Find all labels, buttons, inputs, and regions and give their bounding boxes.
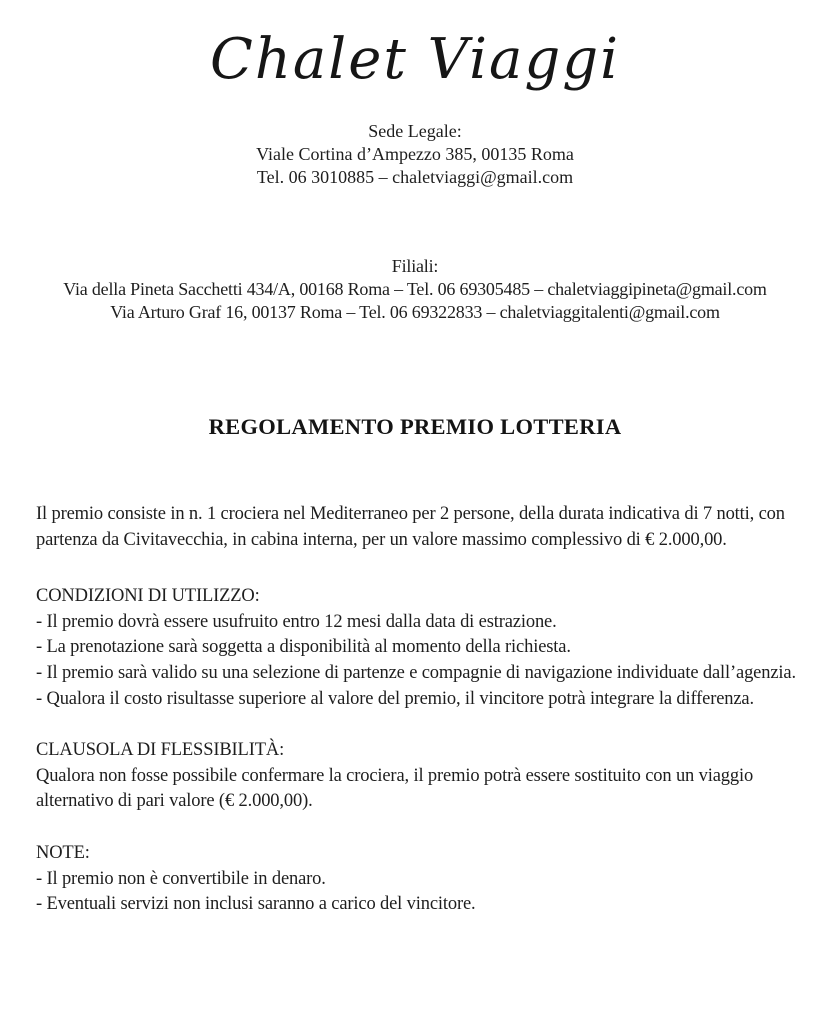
clausola-body: Qualora non fosse possibile confermare la crociera, il premio potrà essere sostituito con un viaggio alternativo di pari valore (€ 2.000,00). [36,765,754,812]
sede-legale-address: Viale Cortina d’Ampezzo 385, 00135 Roma [256,144,574,164]
condizioni-item-1: - Il premio dovrà essere usufruito entro 12 mesi dalla data di estrazione. [36,611,557,632]
filiali-branch-graf: Via Arturo Graf 16, 00137 Roma – Tel. 06 69322833 – chaletviaggitalenti@gmail.com [110,302,720,322]
company-logo: Chalet Viaggi [209,26,620,92]
sede-legale-label: Sede Legale: [368,121,462,141]
document-body [0,502,830,918]
filiali-label: Filiali: [391,256,439,276]
filiali-branch-pineta: Via della Pineta Sacchetti 434/A, 00168 Roma – Tel. 06 69305485 – chaletviaggipineta@gmail.com [63,279,767,299]
sede-legale-block [0,120,830,189]
section-note [36,841,804,918]
document-title: REGOLAMENTO PREMIO LOTTERIA [208,414,622,439]
section-heading-note: NOTE: [36,842,90,863]
condizioni-item-3: - Il premio sarà valido su una selezione di partenze e compagnie di navigazione individuate dall’agenzia. [36,662,796,683]
sede-legale-contact: Tel. 06 3010885 – chaletviaggi@gmail.com [256,167,574,187]
note-item-2: - Eventuali servizi non inclusi saranno a carico del vincitore. [36,894,476,915]
condizioni-item-4: - Qualora il costo risultasse superiore al valore del premio, il vincitore potrà integrare la differenza. [36,688,754,709]
filiali-block [0,255,830,324]
section-heading-clausola: CLAUSOLA DI FLESSIBILITÀ: [36,740,285,761]
section-heading-condizioni: CONDIZIONI DI UTILIZZO: [36,586,260,607]
section-condizioni [36,584,804,712]
note-item-1: - Il premio non è convertibile in denaro. [36,868,326,889]
section-clausola [36,738,804,815]
condizioni-item-2: - La prenotazione sarà soggetta a disponibilità al momento della richiesta. [36,637,571,658]
intro-paragraph: Il premio consiste in n. 1 crociera nel Mediterraneo per 2 persone, della durata indicativa di 7 notti, con partenza da Civitavecchia, in cabina interna, per un valore massimo complessivo di € 2.000,00. [36,504,785,550]
